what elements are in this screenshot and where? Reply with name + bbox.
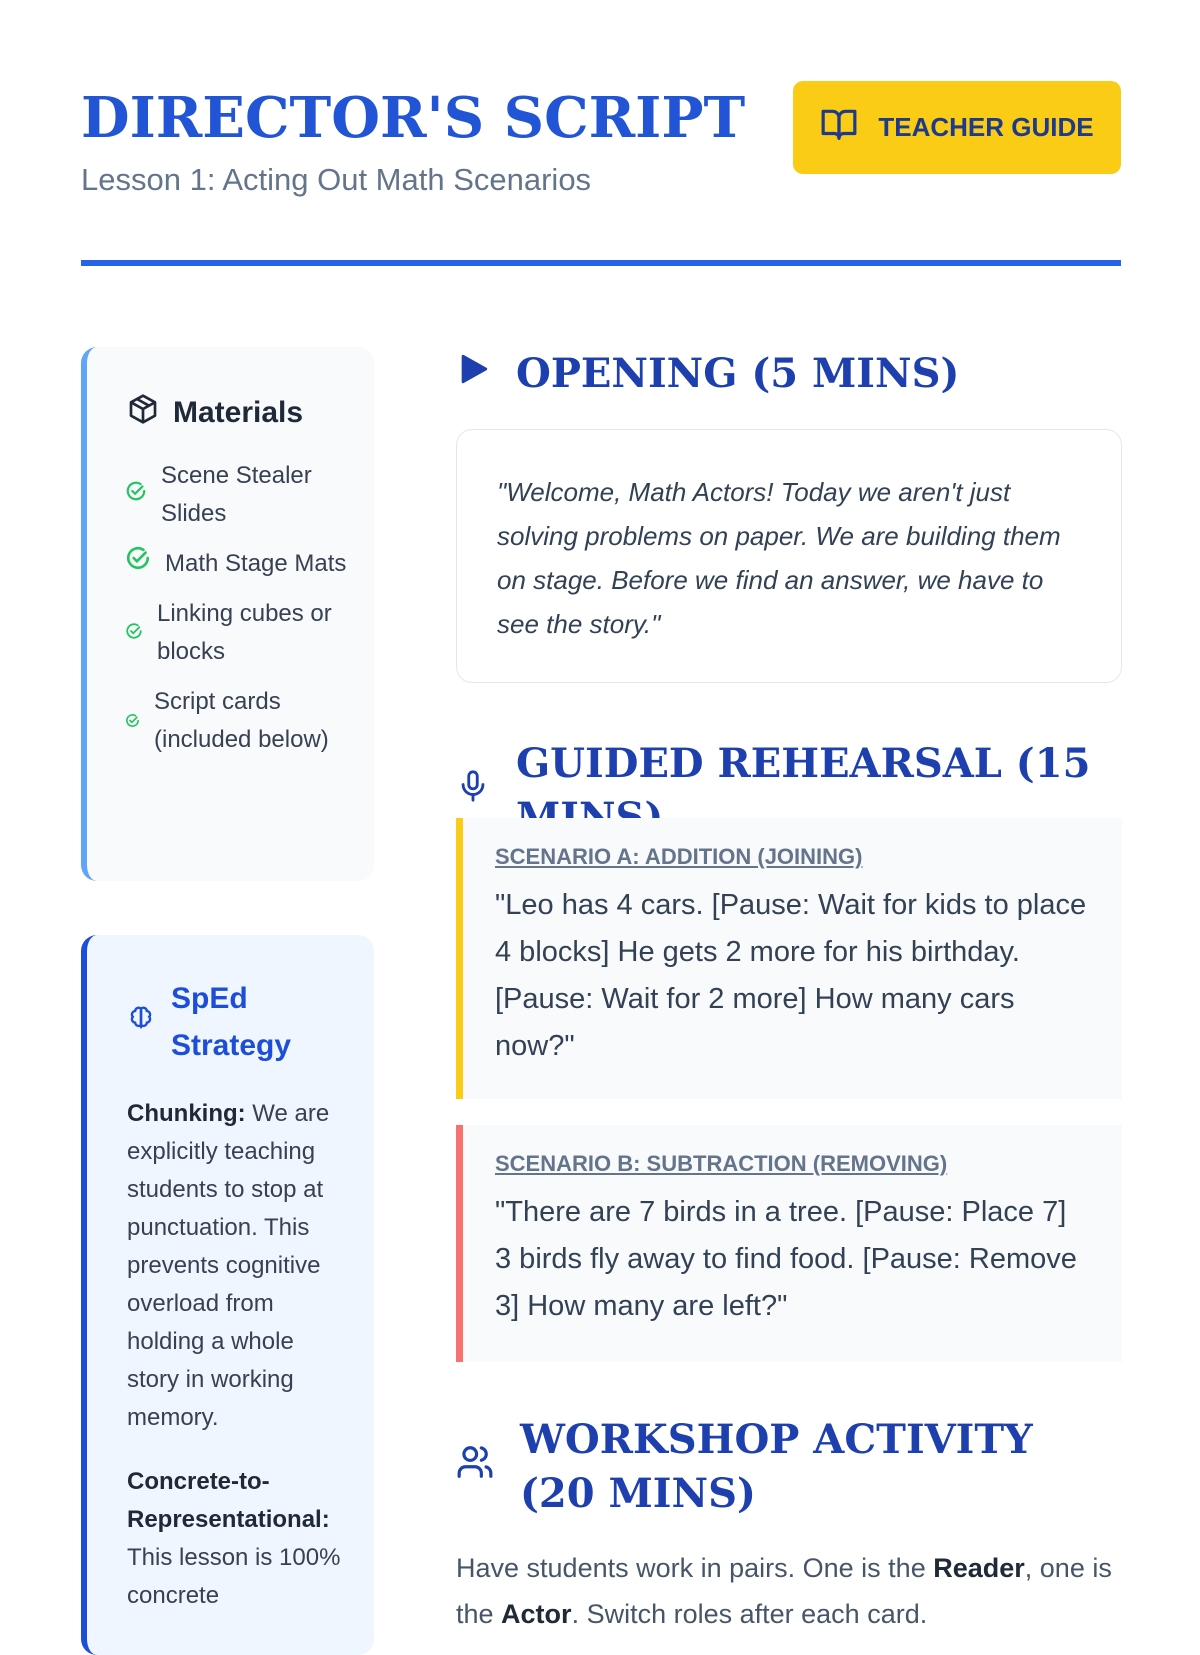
- rehearsal-heading: GUIDED REHEARSAL (15: [456, 737, 1200, 845]
- microphone-icon: [456, 766, 490, 816]
- materials-list: [125, 457, 355, 771]
- scenario-card-addition: [456, 818, 1122, 1099]
- materials-card: [81, 347, 374, 881]
- brain-icon: [127, 999, 155, 1046]
- materials-heading: [127, 393, 303, 433]
- material-label: Linking cubes or blocks: [157, 600, 332, 665]
- list-item: [125, 457, 355, 533]
- scenario-text: "Leo has 4 cars. [Pause: Wait for kids to place 4 blocks] He gets 2 more for his birthday. [Pause: Wait for 2 more] How many cars now?": [495, 889, 1087, 1062]
- materials-title: Materials: [173, 396, 304, 429]
- scenario-label: SCENARIO B: SUBTRACTION (REMOVING): [495, 1151, 948, 1176]
- page-header: [81, 78, 1121, 268]
- workshop-instructions: Have students work in pairs. One is the Reader, one is the Actor. Switch roles after each card.: [456, 1553, 1112, 1629]
- book-open-icon: [820, 105, 858, 150]
- material-label: Math Stage Mats: [165, 550, 347, 577]
- scenario-label: SCENARIO A: ADDITION (JOINING): [495, 844, 863, 869]
- check-circle-icon: [125, 702, 140, 740]
- scenario-text: "There are 7 birds in a tree. [Pause: Place 7] 3 birds fly away to find food. [Pause: Remove 3] How many are left?": [495, 1196, 1077, 1322]
- check-circle-icon: [125, 545, 151, 583]
- box-icon: [127, 393, 159, 433]
- check-circle-icon: [125, 476, 147, 514]
- sped-paragraph-chunking: Chunking: We are explicitly teaching students to stop at punctuation. This prevents cognitive overload from holding a whole story in working memory.: [127, 1100, 330, 1431]
- sped-strategy-card: [81, 935, 374, 1655]
- list-item: [125, 595, 355, 671]
- material-label: Script cards (included below): [154, 688, 329, 753]
- opening-quote: "Welcome, Math Actors! Today we aren't just solving problems on paper. We are building them on stage. Before we find an answer, we have to see the story.": [456, 429, 1122, 683]
- sped-heading: [127, 975, 311, 1069]
- header-divider: [81, 260, 1121, 266]
- sped-title: SpEd Strategy: [171, 982, 292, 1062]
- material-label: Scene Stealer Slides: [161, 462, 312, 527]
- scenario-card-subtraction: [456, 1125, 1122, 1362]
- workshop-heading: WORKSHOP ACTIVITY (20 MINS): [456, 1413, 1100, 1521]
- sped-body: [127, 1095, 345, 1641]
- teacher-guide-label: TEACHER GUIDE: [878, 112, 1094, 142]
- check-circle-icon: [125, 614, 143, 652]
- sped-paragraph-concrete: Concrete-to-Representational: This lesson is 100% concrete: [127, 1468, 341, 1609]
- users-icon: [456, 1443, 494, 1491]
- page-title: DIRECTOR'S SCRIPT: [81, 85, 746, 151]
- play-icon: [456, 350, 490, 398]
- page-subtitle: Lesson 1: Acting Out Math Scenarios: [81, 162, 592, 197]
- teacher-guide-button[interactable]: [793, 81, 1121, 174]
- list-item: [125, 683, 355, 759]
- list-item: [125, 545, 355, 583]
- opening-heading: OPENING (5 MINS): [456, 347, 959, 401]
